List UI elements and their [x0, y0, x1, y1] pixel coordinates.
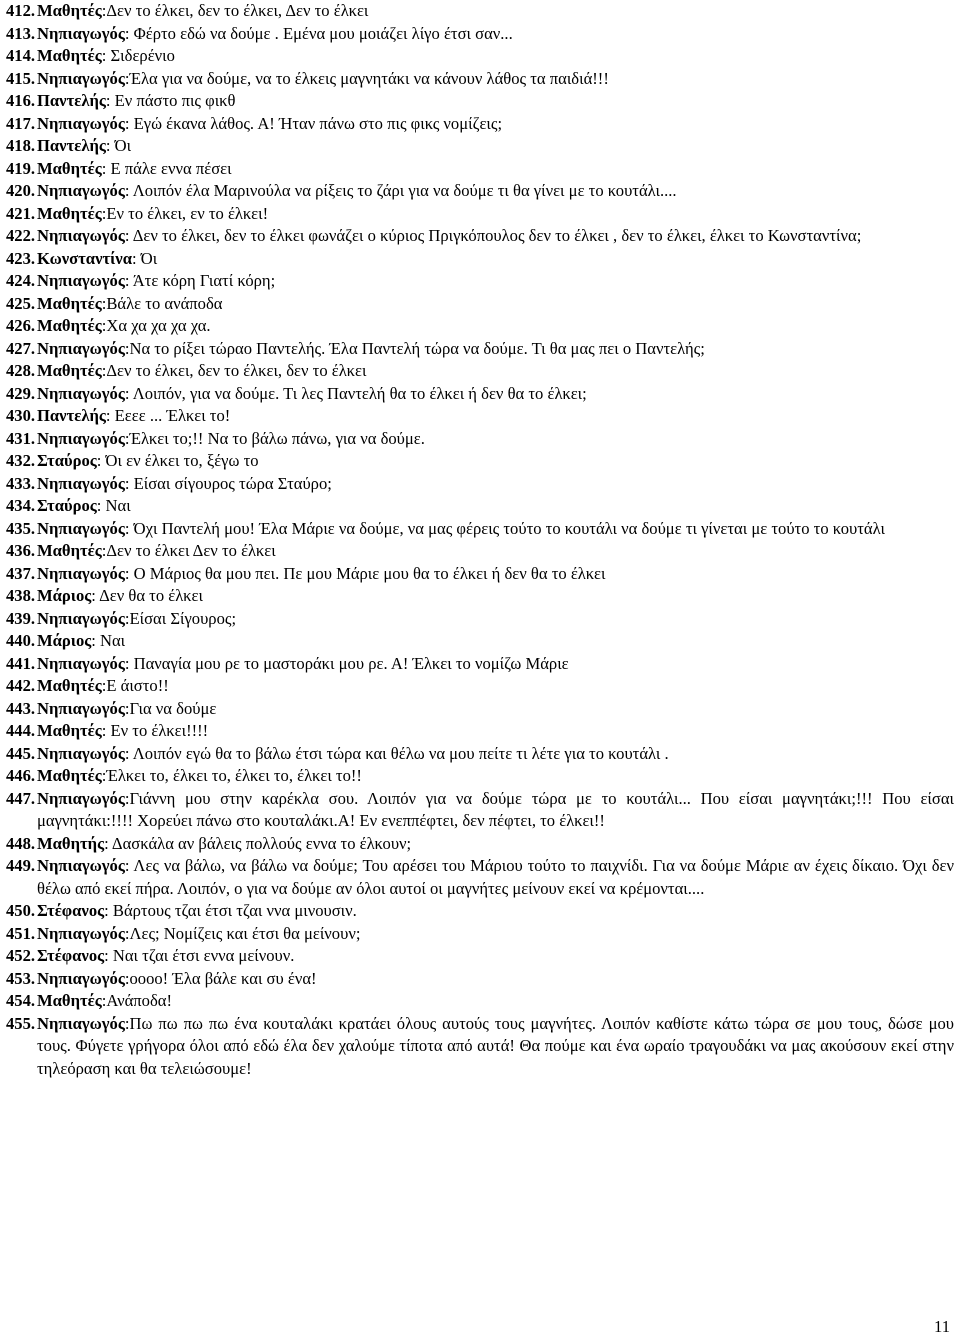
line-number: 428.	[6, 361, 36, 380]
transcript-line	[6, 833, 954, 856]
utterance-text: : Ναι τζαι έτσι εννα μείνουν.	[104, 946, 295, 965]
transcript-line	[6, 990, 954, 1013]
utterance-text: : Λες να βάλω, να βάλω να δούμε; Του αρέσει του Μάριου τούτο το παιχνίδι. Για να δούμε Μάριε αν έχεις δίκαιο. Όχι δεν θέλω από εκεί πήρα. Λοιπόν, ο για να δούμε αν όλοι αυτοί οι μαγνήτες μείνουν εκεί να κρέμονται....	[37, 856, 954, 898]
transcript-line	[6, 68, 954, 91]
speaker-name: Μαθητές	[37, 316, 102, 335]
utterance-text: :Βάλε το ανάποδα	[101, 293, 223, 313]
utterance-text: : Ναι	[96, 496, 131, 515]
line-number: 448.	[6, 833, 36, 853]
speaker-name: Μαθητής	[37, 833, 105, 853]
utterance-text: :Ε άιστο!!	[101, 676, 169, 695]
transcript-line	[6, 45, 954, 68]
utterance-text: :οοοο! Έλα βάλε και συ ένα!	[124, 968, 317, 988]
transcript-line	[6, 495, 954, 518]
transcript-line	[6, 585, 954, 608]
speaker-name: Μάριος	[37, 586, 92, 605]
utterance-text: :Έλκει το, έλκει το, έλκει το, έλκει το!!	[101, 766, 362, 785]
speaker-name: Νηπιαγωγός	[37, 68, 125, 88]
transcript-line	[6, 653, 954, 676]
utterance-text: :Δεν το έλκει, δεν το έλκει, Δεν το έλκει	[101, 1, 369, 20]
line-number: 417.	[6, 113, 36, 133]
utterance-text: : Όι	[131, 248, 158, 268]
speaker-name: Σταύρος	[37, 496, 97, 515]
transcript-lines	[6, 0, 954, 1080]
utterance-text: :Δεν το έλκει Δεν το έλκει	[101, 541, 276, 560]
line-number: 424.	[6, 271, 36, 290]
speaker-name: Νηπιαγωγός	[37, 563, 125, 583]
utterance-text: : Δεν θα το έλκει	[91, 586, 203, 605]
speaker-name: Παντελής	[37, 406, 106, 425]
utterance-text: : Λοιπόν, για να δούμε. Τι λες Παντελή θα το έλκει ή δεν θα το έλκει;	[124, 383, 587, 403]
transcript-line	[6, 23, 954, 46]
transcript-line	[6, 630, 954, 653]
utterance-text: : Λοιπόν έλα Μαρινούλα να ρίξεις το ζάρι για να δούμε τι θα γίνει με το κουτάλι....	[124, 181, 677, 200]
transcript-line	[6, 540, 954, 563]
speaker-name: Νηπιαγωγός	[37, 473, 125, 493]
utterance-text: :Να το ρίξει τώραο Παντελής. Έλα Παντελή τώρα να δούμε. Τι θα μας πει ο Παντελής;	[124, 338, 705, 358]
speaker-name: Νηπιαγωγός	[37, 113, 125, 133]
line-number: 447.	[6, 788, 36, 808]
speaker-name: Στέφανος	[37, 901, 105, 920]
speaker-name: Νηπιαγωγός	[37, 428, 125, 448]
speaker-name: Νηπιαγωγός	[37, 271, 125, 290]
line-number: 422.	[6, 226, 36, 245]
line-number: 446.	[6, 766, 36, 785]
transcript-line	[6, 720, 954, 743]
transcript-line	[6, 923, 954, 946]
line-number: 436.	[6, 541, 36, 560]
line-number: 432.	[6, 451, 36, 470]
transcript-line	[6, 383, 954, 406]
utterance-text: :Για να δούμε	[124, 698, 217, 718]
speaker-name: Μαθητές	[37, 676, 102, 695]
line-number: 438.	[6, 586, 36, 605]
utterance-text: : Όχι Παντελή μου! Έλα Μάριε να δούμε, να μας φέρεις τούτο το κουτάλι να δούμε τι γίνεται με τούτο το κουτάλι	[124, 518, 885, 538]
utterance-text: : Ναι	[91, 631, 126, 650]
speaker-name: Μαθητές	[37, 766, 102, 785]
line-number: 415.	[6, 68, 36, 88]
utterance-text: :Είσαι Σίγουρος;	[124, 608, 237, 628]
line-number: 433.	[6, 473, 36, 493]
speaker-name: Στέφανος	[37, 946, 105, 965]
utterance-text: :Χα χα χα χα χα.	[101, 316, 211, 335]
speaker-name: Νηπιαγωγός	[37, 226, 125, 245]
speaker-name: Μαθητές	[37, 721, 102, 740]
utterance-text: :Λες; Νομίζεις και έτσι θα μείνουν;	[124, 923, 361, 943]
speaker-name: Μαθητές	[37, 158, 102, 178]
line-number: 426.	[6, 316, 36, 335]
line-number: 439.	[6, 608, 36, 628]
utterance-text: : Σιδερένιο	[101, 46, 175, 65]
transcript-line	[6, 900, 954, 923]
line-number: 449.	[6, 856, 36, 875]
line-number: 451.	[6, 923, 36, 943]
line-number: 414.	[6, 46, 36, 65]
line-number: 442.	[6, 676, 36, 695]
line-number: 427.	[6, 338, 36, 358]
utterance-text: :Έλκει το;!! Να το βάλω πάνω, για να δούμε.	[124, 428, 425, 448]
transcript-line	[6, 270, 954, 293]
line-number: 416.	[6, 91, 36, 110]
transcript-line	[6, 450, 954, 473]
utterance-text: :Έλα για να δούμε, να το έλκεις μαγνητάκι να κάνουν λάθος τα παιδιά!!!	[124, 68, 609, 88]
line-number: 445.	[6, 743, 36, 763]
transcript-line	[6, 113, 954, 136]
utterance-text: : Βάρτους τζαι έτσι τζαι ννα μινουσιν.	[104, 901, 357, 920]
line-number: 454.	[6, 991, 36, 1010]
speaker-name: Μαθητές	[37, 203, 102, 223]
speaker-name: Νηπιαγωγός	[37, 383, 125, 403]
utterance-text: : Εεεε ... Έλκει το!	[105, 406, 231, 425]
transcript-line	[6, 180, 954, 203]
speaker-name: Νηπιαγωγός	[37, 653, 125, 673]
line-number: 437.	[6, 563, 36, 583]
speaker-name: Σταύρος	[37, 451, 97, 470]
utterance-text: : Εγώ έκανα λάθος. Α! Ήταν πάνω στο πις φικς νομίζεις;	[124, 113, 503, 133]
utterance-text: : Δασκάλα αν βάλεις πολλούς εννα το έλκουν;	[104, 833, 412, 853]
utterance-text: :Εν το έλκει, εν το έλκει!	[101, 203, 269, 223]
transcript-line	[6, 338, 954, 361]
utterance-text: : Όι εν έλκει το, ξέγω το	[96, 451, 259, 470]
speaker-name: Μαθητές	[37, 1, 102, 20]
line-number: 420.	[6, 181, 36, 200]
transcript-line	[6, 765, 954, 788]
utterance-text: : Λοιπόν εγώ θα το βάλω έτσι τώρα και θέλω να μου πείτε τι λέτε για το κουτάλι .	[124, 743, 669, 763]
speaker-name: Νηπιαγωγός	[37, 698, 125, 718]
transcript-line	[6, 743, 954, 766]
line-number: 452.	[6, 946, 36, 965]
utterance-text: : Εν το έλκει!!!!	[101, 721, 209, 740]
utterance-text: : Παναγία μου ρε το μαστοράκι μου ρε. Α! Έλκει το νομίζω Μάριε	[124, 653, 569, 673]
line-number: 423.	[6, 248, 36, 268]
line-number: 425.	[6, 293, 36, 313]
transcript-line	[6, 473, 954, 496]
utterance-text: : Δεν το έλκει, δεν το έλκει φωνάζει ο κύριος Πριγκόπουλος δεν το έλκει , δεν το έλκει, έλκει το Κωνσταντίνα;	[124, 226, 862, 245]
utterance-text: : Όι	[105, 136, 132, 155]
transcript-line	[6, 135, 954, 158]
speaker-name: Νηπιαγωγός	[37, 1013, 125, 1033]
transcript-line	[6, 315, 954, 338]
utterance-text: : Άτε κόρη Γιατί κόρη;	[124, 271, 276, 290]
speaker-name: Νηπιαγωγός	[37, 23, 125, 43]
line-number: 419.	[6, 158, 36, 178]
page-number: 11	[934, 1317, 950, 1336]
line-number: 418.	[6, 136, 36, 155]
line-number: 421.	[6, 203, 36, 223]
transcript-line	[6, 203, 954, 226]
speaker-name: Παντελής	[37, 91, 106, 110]
line-number: 455.	[6, 1013, 36, 1033]
transcript-line	[6, 563, 954, 586]
line-number: 412.	[6, 1, 36, 20]
speaker-name: Νηπιαγωγός	[37, 518, 125, 538]
transcript-line	[6, 945, 954, 968]
speaker-name: Νηπιαγωγός	[37, 608, 125, 628]
utterance-text: : Είσαι σίγουρος τώρα Σταύρο;	[124, 473, 332, 493]
transcript-line	[6, 788, 954, 833]
speaker-name: Παντελής	[37, 136, 106, 155]
line-number: 435.	[6, 518, 36, 538]
line-number: 453.	[6, 968, 36, 988]
speaker-name: Νηπιαγωγός	[37, 968, 125, 988]
speaker-name: Νηπιαγωγός	[37, 923, 125, 943]
speaker-name: Μαθητές	[37, 46, 102, 65]
utterance-text: : Ο Μάριος θα μου πει. Πε μου Μάριε μου θα το έλκει ή δεν θα το έλκει	[124, 563, 606, 583]
line-number: 434.	[6, 496, 36, 515]
line-number: 441.	[6, 653, 36, 673]
transcript-line	[6, 518, 954, 541]
line-number: 413.	[6, 23, 36, 43]
utterance-text: :Δεν το έλκει, δεν το έλκει, δεν το έλκει	[101, 361, 367, 380]
line-number: 443.	[6, 698, 36, 718]
transcript-line	[6, 225, 954, 248]
transcript-line	[6, 855, 954, 900]
transcript-line	[6, 158, 954, 181]
speaker-name: Μάριος	[37, 631, 92, 650]
line-number: 450.	[6, 901, 36, 920]
line-number: 429.	[6, 383, 36, 403]
transcript-line	[6, 248, 954, 271]
speaker-name: Μαθητές	[37, 361, 102, 380]
transcript-line	[6, 1013, 954, 1081]
speaker-name: Μαθητές	[37, 991, 102, 1010]
transcript-line	[6, 608, 954, 631]
utterance-text: : Εν πάστο πις φικθ	[105, 91, 236, 110]
transcript-line	[6, 968, 954, 991]
speaker-name: Μαθητές	[37, 541, 102, 560]
utterance-text: :Γιάννη μου στην καρέκλα σου. Λοιπόν για να δούμε τώρα με το κουτάλι... Που είσαι μαγνητάκι;!!! Που είσαι μαγνητάκι:!!!! Χορεύει πάνω στο κουταλάκι.Α! Εν ενεππέφτει, δεν πέφτει, το έλκει!!	[37, 788, 954, 830]
transcript-line	[6, 0, 954, 23]
speaker-name: Νηπιαγωγός	[37, 338, 125, 358]
transcript-line	[6, 405, 954, 428]
utterance-text: : Ε πάλε εννα πέσει	[101, 158, 232, 178]
transcript-line	[6, 360, 954, 383]
line-number: 444.	[6, 721, 36, 740]
utterance-text: :Ανάποδα!	[101, 991, 173, 1010]
line-number: 430.	[6, 406, 36, 425]
utterance-text: :Πω πω πω πω ένα κουταλάκι κρατάει όλους αυτούς τους μαγνήτες. Λοιπόν καθίστε κάτω τώρα σε μου τους, δώσε μου τους. Φύγετε γρήγορα όλοι από εδώ έλα δεν χαλούμε τίποτα από αυτά! Θα πούμε και ένα ωραίο τραγουδάκι να μας ακούσουν εκεί στην τηλεόραση και θα τελειώσουμε!	[37, 1013, 954, 1078]
line-number: 431.	[6, 428, 36, 448]
speaker-name: Κωνσταντίνα	[37, 248, 132, 268]
speaker-name: Νηπιαγωγός	[37, 856, 125, 875]
utterance-text: : Φέρτο εδώ να δούμε . Εμένα μου μοιάζει λίγο έτσι σαν...	[124, 23, 513, 43]
speaker-name: Νηπιαγωγός	[37, 181, 125, 200]
transcript-line	[6, 698, 954, 721]
transcript-line	[6, 428, 954, 451]
transcript-line	[6, 90, 954, 113]
speaker-name: Νηπιαγωγός	[37, 743, 125, 763]
speaker-name: Μαθητές	[37, 293, 102, 313]
transcript-line	[6, 293, 954, 316]
transcript-line	[6, 675, 954, 698]
speaker-name: Νηπιαγωγός	[37, 788, 125, 808]
line-number: 440.	[6, 631, 36, 650]
